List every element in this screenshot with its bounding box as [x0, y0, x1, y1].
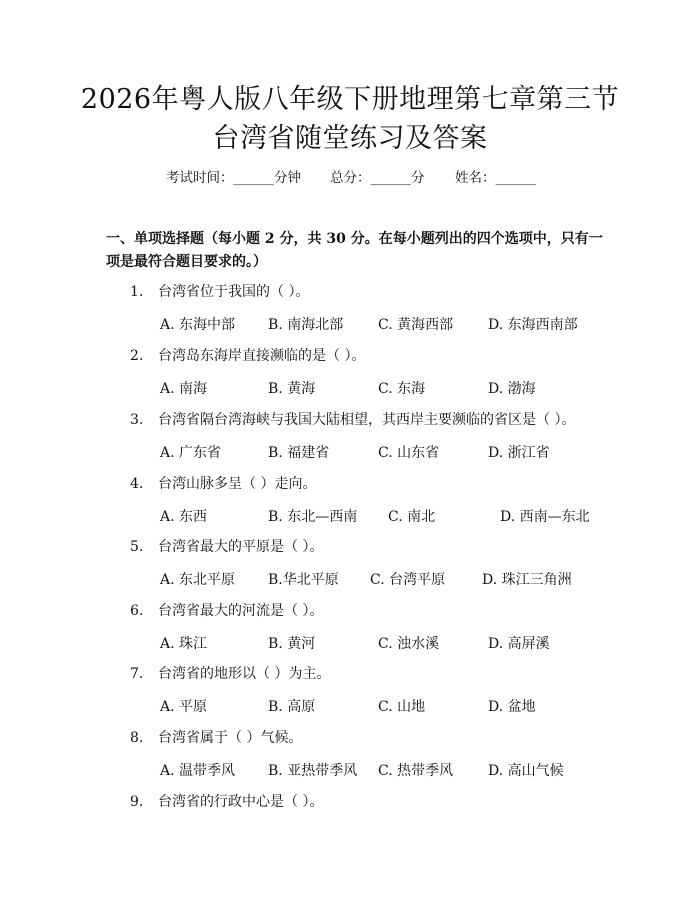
- option-a: A. 珠江: [160, 636, 208, 652]
- option-a: A. 广东省: [160, 445, 222, 461]
- option-b: B. 东北—西南: [268, 509, 358, 525]
- total-score-field: 总分：______分: [330, 170, 425, 186]
- question-text: 台湾省隔台湾海峡与我国大陆相望，其西岸主要濒临的省区是（ ）。: [158, 412, 576, 428]
- option-b: B.华北平原: [268, 572, 339, 588]
- option-a: A. 东北平原: [160, 572, 236, 588]
- option-b: B. 南海北部: [268, 317, 344, 333]
- question-text: 台湾省位于我国的（ ）。: [158, 284, 310, 300]
- section-heading: 一、单项选择题（每小题 2 分，共 30 分。在每小题列出的四个选项中，只有一项是最符合题目要求的。）: [106, 231, 603, 270]
- option-c: C. 南北: [388, 509, 436, 525]
- option-b: B. 黄海: [268, 381, 316, 397]
- option-c: C. 黄海西部: [378, 317, 454, 333]
- option-d: D. 东海西南部: [488, 317, 578, 333]
- question-text: 台湾岛东海岸直接濒临的是（ ）。: [158, 348, 366, 364]
- option-c: C. 山东省: [378, 445, 440, 461]
- question-text: 台湾省属于（ ）气候。: [158, 730, 303, 746]
- option-d: D. 西南—东北: [500, 509, 590, 525]
- question-text: 台湾山脉多呈（ ）走向。: [158, 476, 317, 492]
- student-name-field: 姓名：______: [455, 170, 536, 186]
- question-text: 台湾省的行政中心是（ ）。: [158, 794, 324, 810]
- question-number: 4.: [130, 476, 144, 492]
- option-a: A. 东西: [160, 509, 208, 525]
- option-c: C. 山地: [378, 699, 426, 715]
- question-text: 台湾省最大的平原是（ ）。: [158, 539, 324, 555]
- option-b: B. 高原: [268, 699, 316, 715]
- document-title-line-2: 台湾省随堂练习及答案: [212, 123, 488, 154]
- option-c: C. 浊水溪: [378, 636, 440, 652]
- option-b: B. 福建省: [268, 445, 330, 461]
- question-text: 台湾省最大的河流是（ ）。: [158, 603, 324, 619]
- option-c: C. 台湾平原: [370, 572, 446, 588]
- option-a: A. 东海中部: [160, 317, 236, 333]
- option-d: D. 高屏溪: [488, 636, 550, 652]
- option-d: D. 浙江省: [488, 445, 550, 461]
- option-a: A. 南海: [160, 381, 208, 397]
- option-d: D. 高山气候: [488, 763, 564, 779]
- question-number: 6.: [130, 603, 144, 619]
- option-c: C. 东海: [378, 381, 426, 397]
- exam-time-field: 考试时间：______分钟: [166, 170, 301, 186]
- question-number: 7.: [130, 666, 144, 682]
- option-a: A. 温带季风: [160, 763, 236, 779]
- question-number: 8.: [130, 730, 144, 746]
- option-d: D. 珠江三角洲: [482, 572, 572, 588]
- question-number: 1.: [130, 284, 144, 300]
- option-d: D. 渤海: [488, 381, 536, 397]
- question-number: 9.: [130, 794, 144, 810]
- question-number: 3.: [130, 412, 144, 428]
- option-a: A. 平原: [160, 699, 208, 715]
- question-text: 台湾省的地形以（ ）为主。: [158, 666, 331, 682]
- option-c: C. 热带季风: [378, 763, 454, 779]
- question-number: 5.: [130, 539, 144, 555]
- option-d: D. 盆地: [488, 699, 536, 715]
- option-b: B. 亚热带季风: [268, 763, 358, 779]
- question-number: 2.: [130, 348, 144, 364]
- document-title-line-1: 2026年粤人版八年级下册地理第七章第三节: [80, 84, 620, 115]
- option-b: B. 黄河: [268, 636, 316, 652]
